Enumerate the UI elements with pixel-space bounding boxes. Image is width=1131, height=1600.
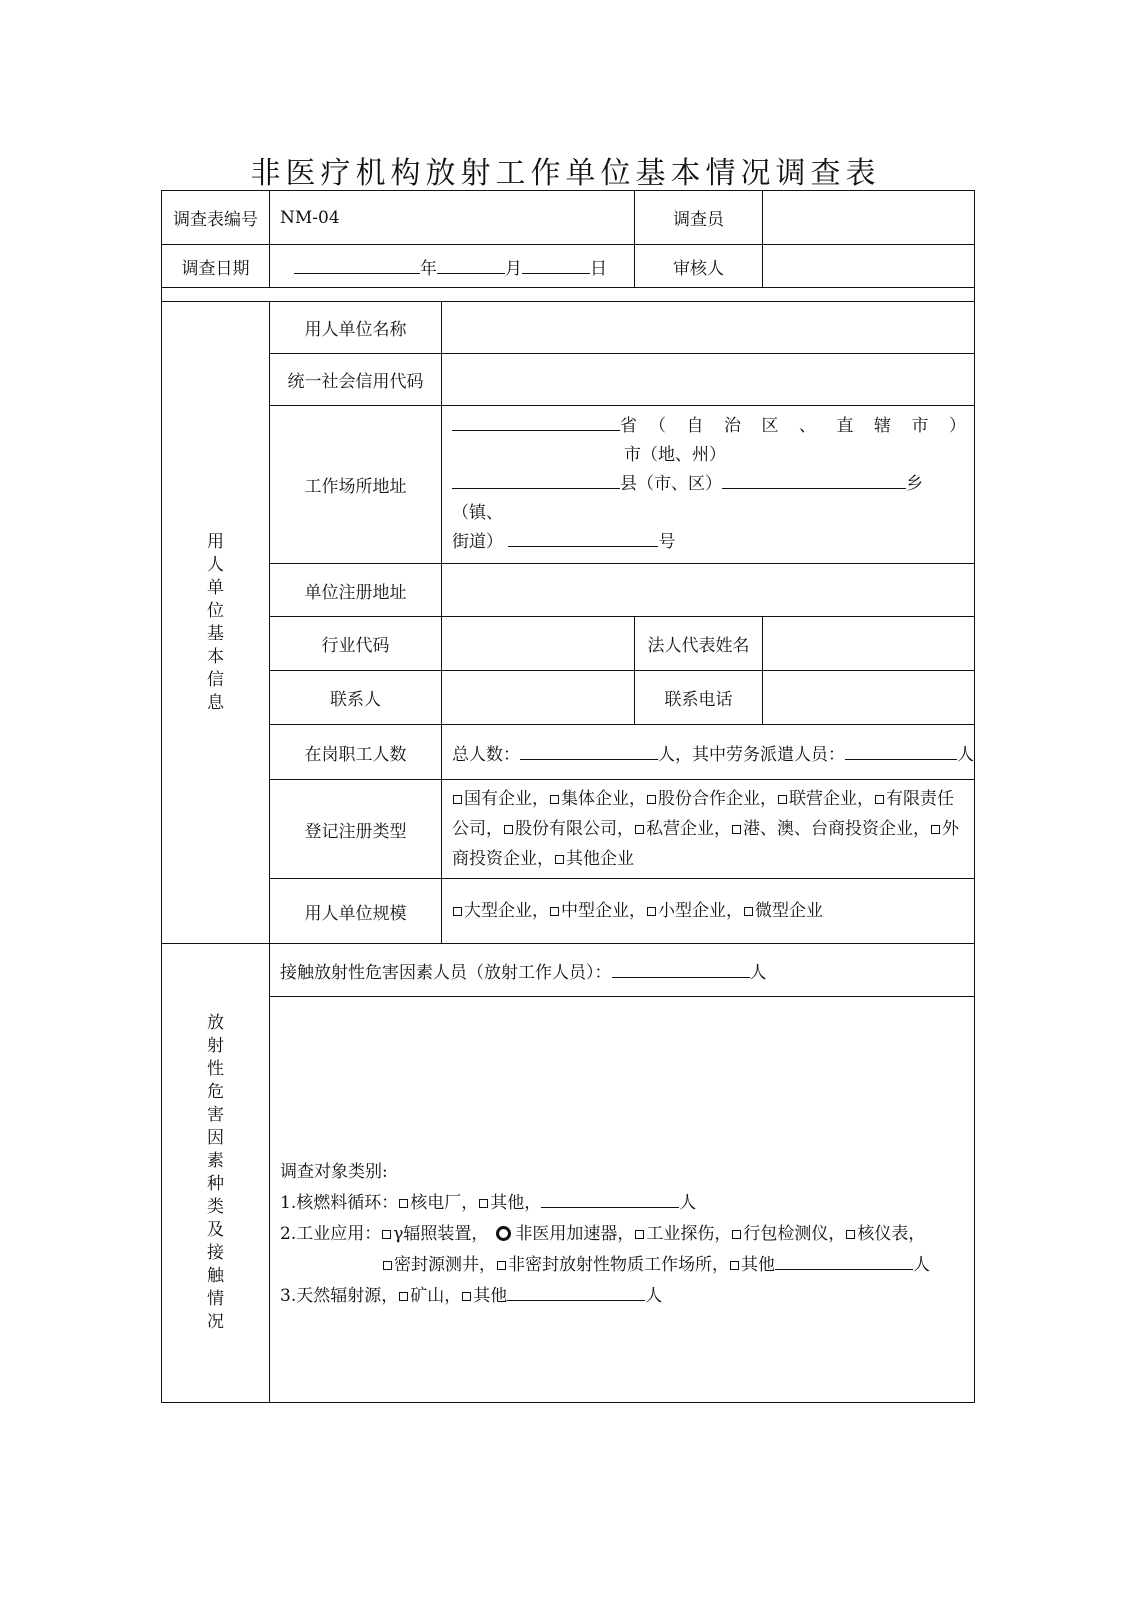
checkbox-icon[interactable] xyxy=(497,1261,506,1270)
category-1-row[interactable]: 1.核燃料循环： 核电厂， 其他， 人 xyxy=(280,1188,964,1219)
category-2-row-continued[interactable]: 密封源测井， 非密封放射性物质工作场所， 其他 人 xyxy=(280,1250,964,1281)
reviewer-label: 审核人 xyxy=(635,245,763,288)
checkbox-icon[interactable] xyxy=(635,825,644,834)
registration-type-option[interactable]: 股份有限公司， xyxy=(503,819,634,839)
contact-label: 联系人 xyxy=(270,671,442,725)
registered-address-label: 单位注册地址 xyxy=(270,564,442,617)
city-label: 市（地、州） xyxy=(624,445,726,465)
checkbox-icon[interactable] xyxy=(382,1230,391,1239)
province-note: （ 自 治 区 、 直 辖 市 ） xyxy=(649,416,966,436)
registered-address-field[interactable] xyxy=(442,564,975,617)
category-1-blank[interactable] xyxy=(541,1189,679,1208)
form-title: 非医疗机构放射工作单位基本情况调查表 xyxy=(250,156,881,191)
county-blank[interactable] xyxy=(452,470,620,489)
category-option[interactable]: 其他， xyxy=(478,1193,541,1213)
checkbox-icon[interactable] xyxy=(399,1199,408,1208)
registration-type-option[interactable]: 有限责任公司， xyxy=(452,789,954,839)
workplace-address-label: 工作场所地址 xyxy=(270,406,442,564)
reviewer-field[interactable] xyxy=(763,245,975,288)
checkbox-icon[interactable] xyxy=(732,825,741,834)
survey-form xyxy=(161,190,975,1403)
checkbox-icon[interactable] xyxy=(550,795,559,804)
category-2-row[interactable]: 2.工业应用： γ辐照装置， 非医用加速器， 工业探伤， 行包检测仪， 核仪表， xyxy=(280,1224,926,1244)
category-option[interactable]: 密封源测井， xyxy=(382,1255,496,1275)
checkbox-icon[interactable] xyxy=(647,907,656,916)
employer-scale-option[interactable]: 小型企业， xyxy=(646,901,743,921)
employer-scale-option[interactable]: 中型企业， xyxy=(549,901,646,921)
category-2-blank[interactable] xyxy=(775,1251,913,1270)
town-blank[interactable] xyxy=(722,470,906,489)
category-option[interactable]: 其他 xyxy=(461,1286,507,1306)
form-no-label: 调查表编号 xyxy=(162,191,270,245)
category-option-selected[interactable]: 非医用加速器， xyxy=(496,1224,634,1244)
registration-type-option[interactable]: 港、澳、台商投资企业， xyxy=(731,819,930,839)
registration-type-option[interactable]: 股份合作企业， xyxy=(646,789,777,809)
checkbox-icon[interactable] xyxy=(550,907,559,916)
employer-name-field[interactable] xyxy=(442,302,975,354)
industry-code-field[interactable] xyxy=(442,617,635,671)
category-3-row[interactable]: 3.天然辐射源， 矿山， 其他 人 xyxy=(280,1281,964,1312)
staff-total-blank[interactable] xyxy=(520,741,658,760)
legal-rep-field[interactable] xyxy=(763,617,975,671)
date-field[interactable]: 年 月 日 xyxy=(270,245,635,288)
checkbox-icon[interactable] xyxy=(744,907,753,916)
checkbox-icon[interactable] xyxy=(504,825,513,834)
form-no-value[interactable]: NM-04 xyxy=(270,191,635,245)
checkbox-icon[interactable] xyxy=(875,795,884,804)
category-option[interactable]: 核电厂， xyxy=(398,1193,478,1213)
survey-category-cell xyxy=(270,997,975,1403)
registration-type-option[interactable]: 国有企业， xyxy=(452,789,549,809)
registration-type-option[interactable]: 其他企业 xyxy=(554,849,634,869)
checkbox-icon[interactable] xyxy=(931,825,940,834)
employer-section-label: 用 人 单 位 基 本 信 息 xyxy=(207,531,224,713)
exposure-section-cell xyxy=(162,944,270,1403)
checkbox-icon[interactable] xyxy=(635,1230,644,1239)
spacer-row xyxy=(162,288,975,302)
year-blank[interactable] xyxy=(294,255,420,274)
employer-scale-label: 用人单位规模 xyxy=(270,879,442,944)
registration-type-option[interactable]: 集体企业， xyxy=(549,789,646,809)
month-blank[interactable] xyxy=(437,255,505,274)
date-label: 调查日期 xyxy=(162,245,270,288)
category-option[interactable]: γ辐照装置， xyxy=(381,1224,488,1244)
selected-radio-icon[interactable] xyxy=(496,1226,511,1241)
employer-scale-option[interactable]: 大型企业， xyxy=(452,901,549,921)
employer-scale-option[interactable]: 微型企业 xyxy=(743,901,823,921)
province-blank[interactable] xyxy=(452,412,620,431)
checkbox-icon[interactable] xyxy=(846,1230,855,1239)
checkbox-icon[interactable] xyxy=(453,907,462,916)
category-option[interactable]: 其他 xyxy=(729,1255,775,1275)
employer-section-cell xyxy=(162,302,270,944)
checkbox-icon[interactable] xyxy=(453,795,462,804)
employer-name-label: 用人单位名称 xyxy=(270,302,442,354)
checkbox-icon[interactable] xyxy=(462,1292,471,1301)
staff-count-label: 在岗职工人数 xyxy=(270,725,442,780)
dispatched-staff-blank[interactable] xyxy=(845,741,957,760)
checkbox-icon[interactable] xyxy=(730,1261,739,1270)
registration-type-option[interactable]: 私营企业， xyxy=(634,819,731,839)
street-blank[interactable] xyxy=(508,528,658,547)
checkbox-icon[interactable] xyxy=(732,1230,741,1239)
checkbox-icon[interactable] xyxy=(647,795,656,804)
contact-field[interactable] xyxy=(442,671,635,725)
survey-category-label: 调查对象类别: xyxy=(280,1162,388,1182)
phone-field[interactable] xyxy=(763,671,975,725)
credit-code-field[interactable] xyxy=(442,354,975,406)
checkbox-icon[interactable] xyxy=(778,795,787,804)
day-blank[interactable] xyxy=(522,255,590,274)
category-option[interactable]: 工业探伤， xyxy=(634,1224,731,1244)
industry-code-label: 行业代码 xyxy=(270,617,442,671)
checkbox-icon[interactable] xyxy=(399,1292,408,1301)
category-option[interactable]: 核仪表， xyxy=(845,1224,925,1244)
workplace-address-field[interactable]: 省 （ 自 治 区 、 直 辖 市 ） 市（地、州） 县（市、区） 乡（镇、 街道） 号 xyxy=(442,406,975,564)
credit-code-label: 统一社会信用代码 xyxy=(270,354,442,406)
category-option[interactable]: 矿山， xyxy=(398,1286,461,1306)
staff-count-field[interactable]: 总人数： 人，其中劳务派遣人员： 人 xyxy=(442,725,975,780)
phone-label: 联系电话 xyxy=(635,671,763,725)
registration-type-options[interactable] xyxy=(442,780,975,879)
surveyor-label: 调查员 xyxy=(635,191,763,245)
registration-type-option[interactable]: 外商投资企业， xyxy=(452,819,959,869)
category-option[interactable]: 非密封放射性物质工作场所， xyxy=(496,1255,729,1275)
category-option[interactable]: 行包检测仪， xyxy=(731,1224,845,1244)
employer-scale-options[interactable] xyxy=(442,879,975,944)
checkbox-icon[interactable] xyxy=(479,1199,488,1208)
category-3-blank[interactable] xyxy=(507,1282,645,1301)
checkbox-icon[interactable] xyxy=(555,855,564,864)
registration-type-option[interactable]: 联营企业， xyxy=(777,789,874,809)
exposure-section-label: 放 射 性 危 害 因 素 种 类 及 接 触 情 况 xyxy=(207,1013,224,1332)
exposed-staff-field[interactable]: 接触放射性危害因素人员（放射工作人员）： 人 xyxy=(270,944,975,997)
exposed-staff-blank[interactable] xyxy=(612,959,750,978)
legal-rep-label: 法人代表姓名 xyxy=(635,617,763,671)
checkbox-icon[interactable] xyxy=(383,1261,392,1270)
surveyor-field[interactable] xyxy=(763,191,975,245)
registration-type-label: 登记注册类型 xyxy=(270,780,442,879)
